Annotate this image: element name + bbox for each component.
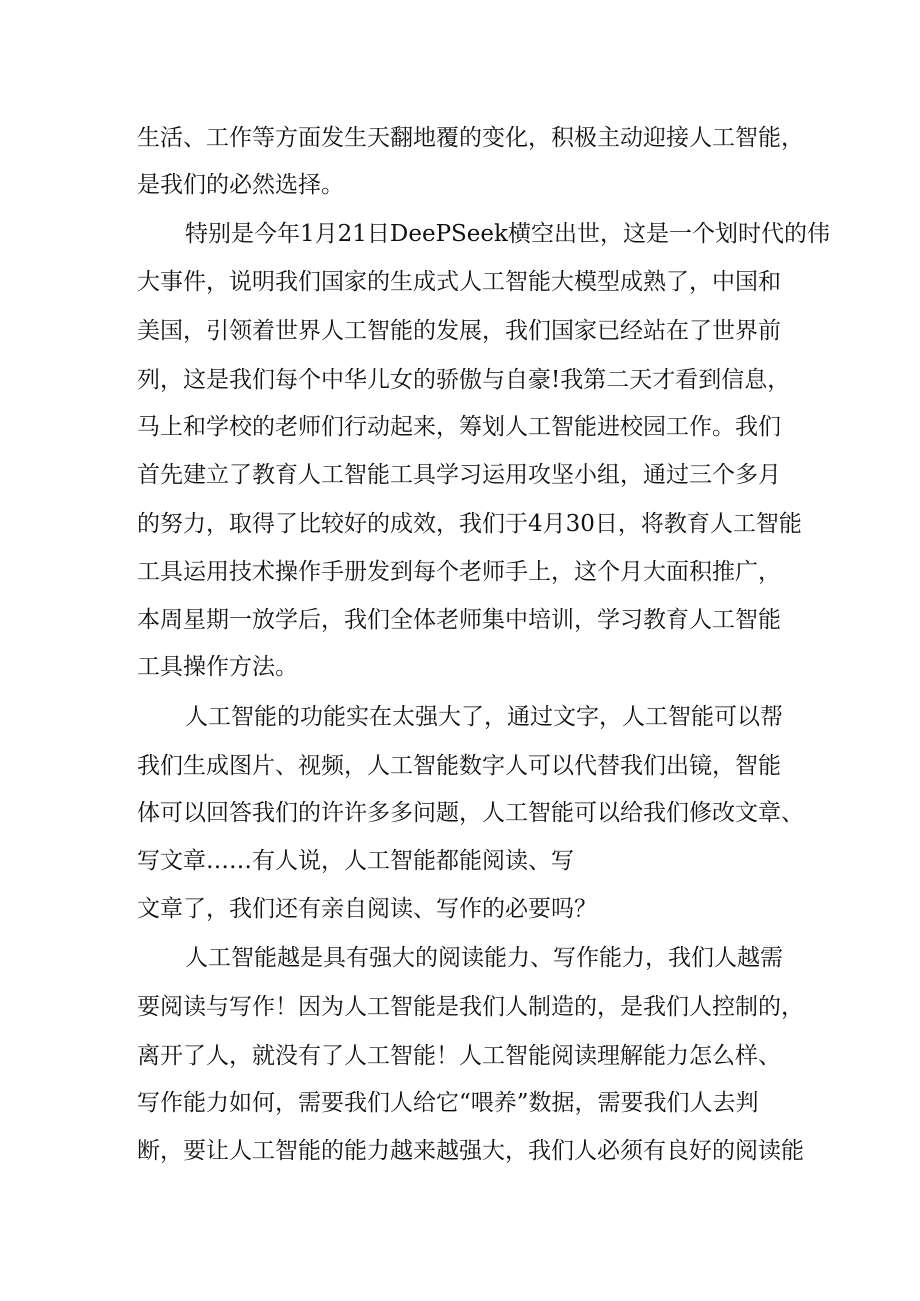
paragraph-start: 人工智能越是具有强大的阅读能力、写作能力，我们人越需 <box>185 945 783 971</box>
text-line: 美国，引领着世界人工智能的发展，我们国家已经站在了世界前 <box>137 318 781 344</box>
text-line: 断，要让人工智能的能力越来越强大，我们人必须有良好的阅读能 <box>137 1138 804 1164</box>
text-line: 是我们的必然选择。 <box>137 172 344 198</box>
text-line: 要阅读与写作！因为人工智能是我们人制造的，是我们人控制的， <box>137 994 804 1020</box>
text-line: 大事件，说明我们国家的生成式人工智能大模型成熟了，中国和 <box>137 269 781 295</box>
text-line: 文章了，我们还有亲自阅读、写作的必要吗？ <box>137 896 597 922</box>
text-line: 生活、工作等方面发生天翻地覆的变化，积极主动迎接人工智能， <box>137 125 804 151</box>
text-line: 写作能力如何，需要我们人给它“喂养”数据，需要我们人去判 <box>137 1090 759 1116</box>
paragraph-start: 特别是今年1月21日DeePSeek横空出世，这是一个划时代的伟 <box>185 221 830 247</box>
text-line: 本周星期一放学后，我们全体老师集中培训，学习教育人工智能 <box>137 607 781 633</box>
text-line: 离开了人，就没有了人工智能！人工智能阅读理解能力怎么样、 <box>137 1043 781 1069</box>
text-line: 首先建立了教育人工智能工具学习运用攻坚小组，通过三个多月 <box>137 462 781 488</box>
text-line: 工具操作方法。 <box>137 654 298 680</box>
text-line: 的努力，取得了比较好的成效，我们于4月30日，将教育人工智能 <box>137 511 802 537</box>
paragraph-start: 人工智能的功能实在太强大了，通过文字，人工智能可以帮 <box>185 704 783 730</box>
text-line: 马上和学校的老师们行动起来，筹划人工智能进校园工作。我们 <box>137 414 781 440</box>
text-line: 写文章……有人说，人工智能都能阅读、写 <box>137 848 574 874</box>
text-line: 我们生成图片、视频，人工智能数字人可以代替我们出镜，智能 <box>137 753 781 779</box>
text-line: 体可以回答我们的许许多多问题，人工智能可以给我们修改文章、 <box>137 800 804 826</box>
text-line: 列，这是我们每个中华儿女的骄傲与自豪!我第二天才看到信息， <box>137 367 791 393</box>
text-line: 工具运用技术操作手册发到每个老师手上，这个月大面积推广， <box>137 559 781 585</box>
